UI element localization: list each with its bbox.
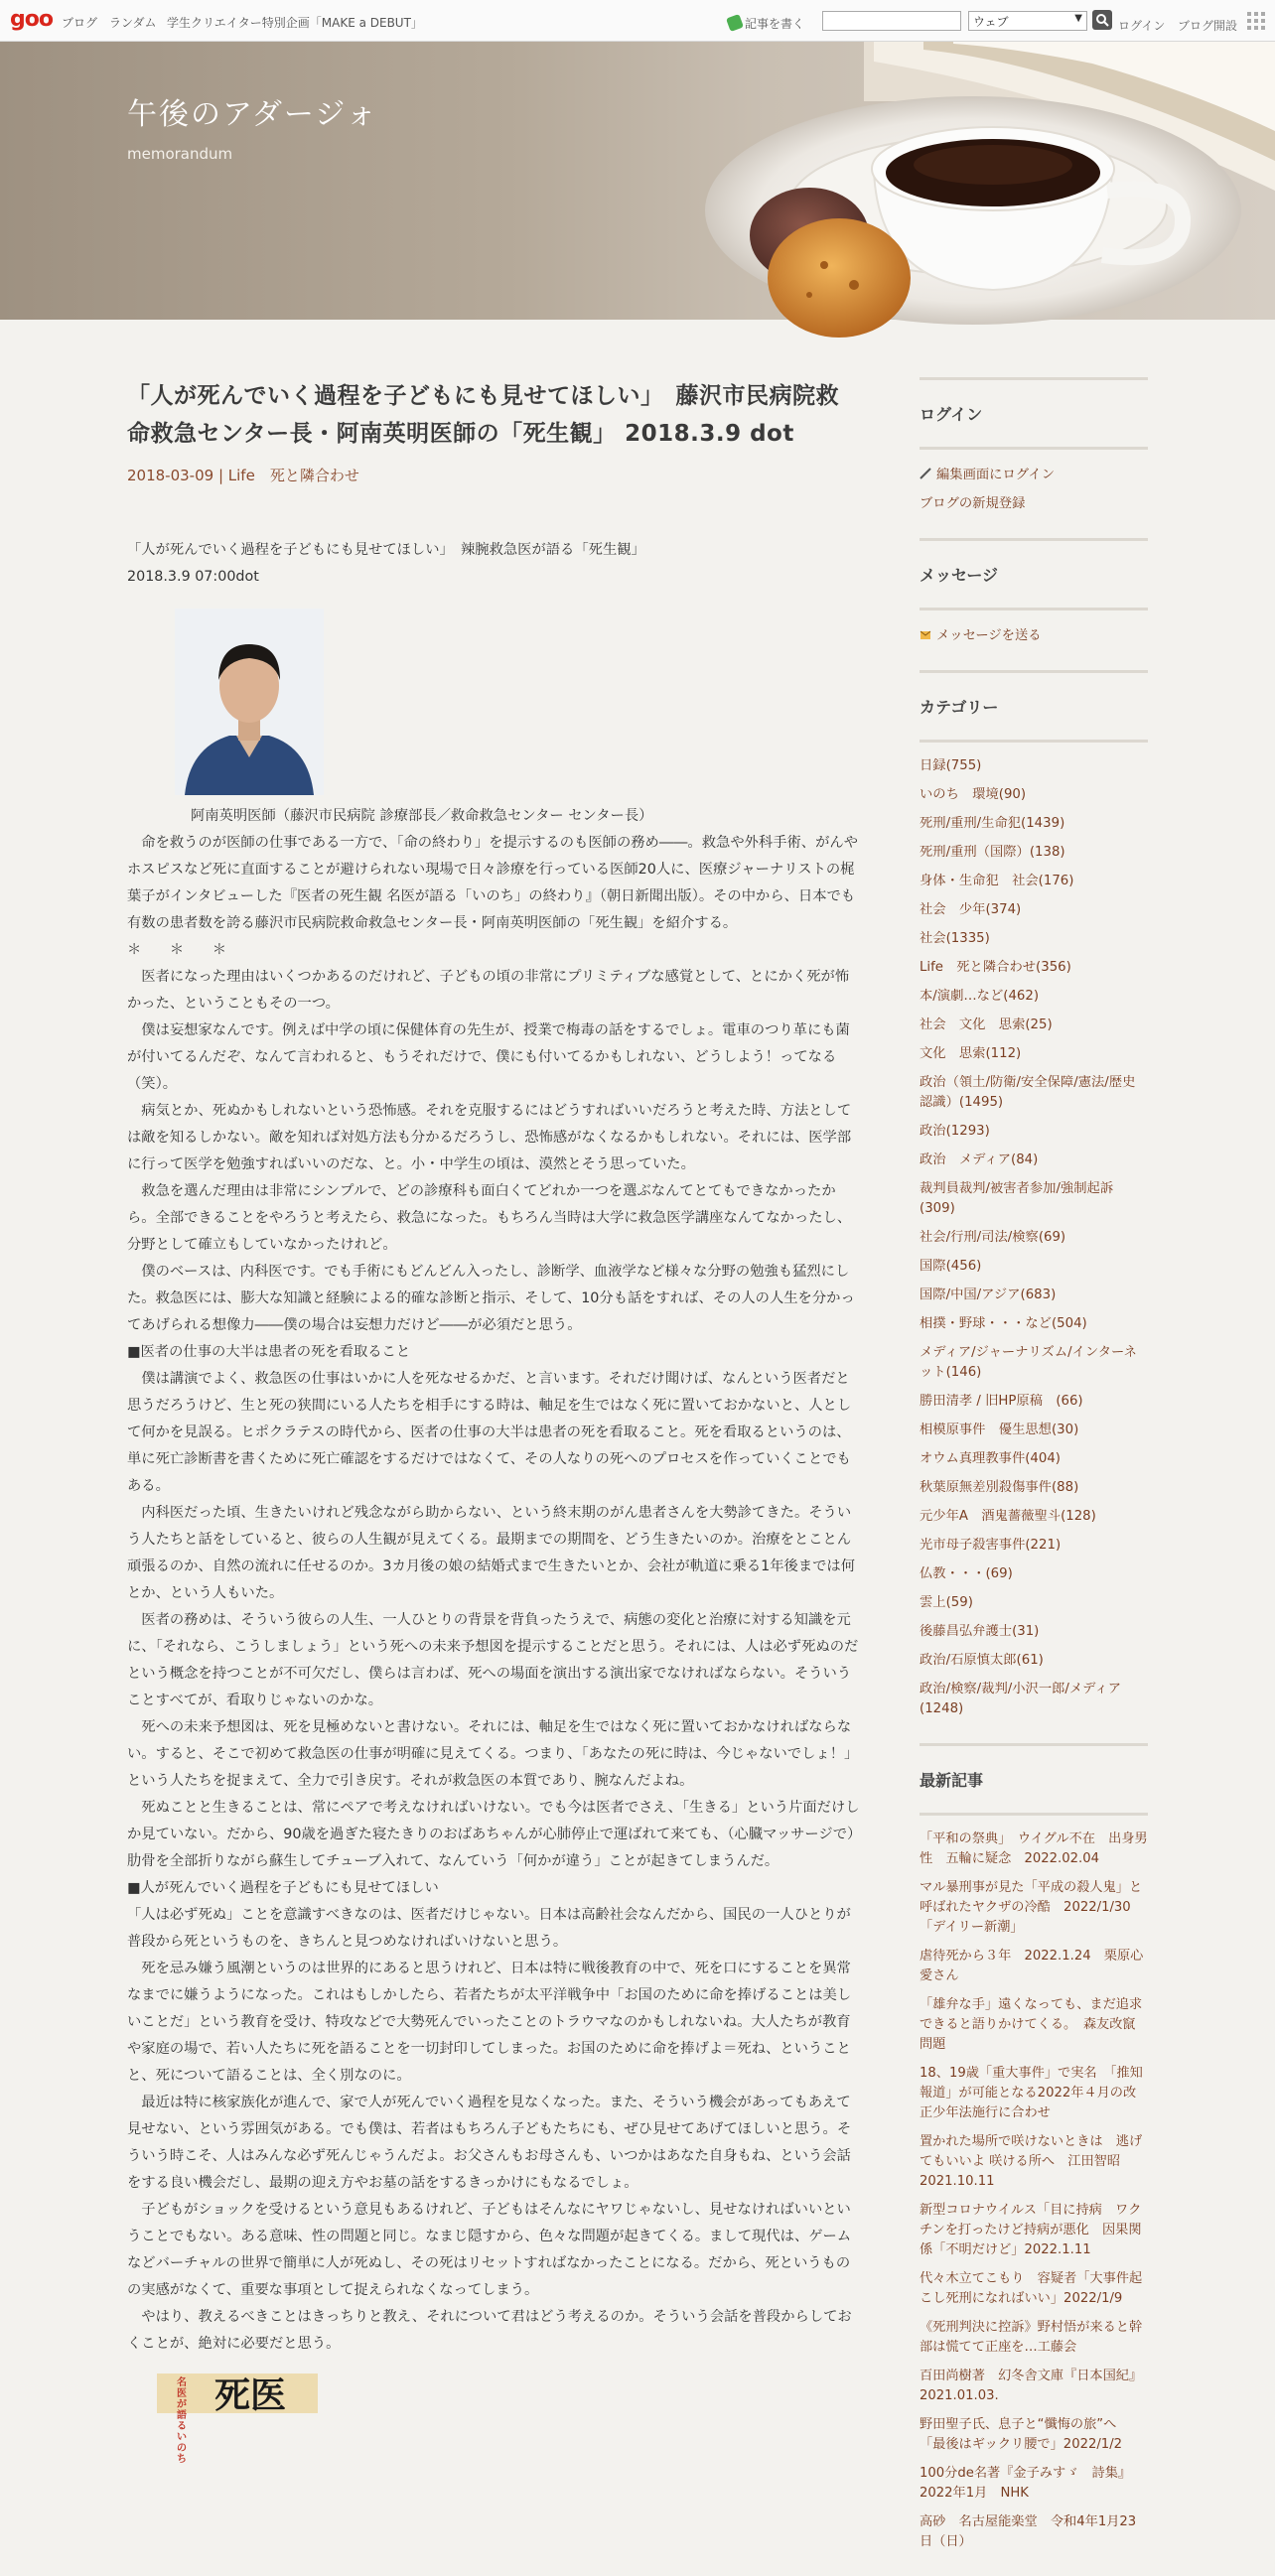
- blog-subtitle: memorandum: [127, 145, 233, 163]
- entry-paragraph: 「人は必ず死ぬ」ことを意識すべきなのは、医者だけじゃない。日本は高齢社会なんだから、国民の一人ひとりが普段から死というものを、きちんと見つめなければいけないと思う。: [127, 1907, 851, 1950]
- sidebar-category-section: [920, 670, 1148, 1719]
- sidebar-category-link[interactable]: 身体・生命犯 社会(176): [920, 874, 1074, 888]
- sidebar-recent-article-link[interactable]: 代々木立てこもり 容疑者「大事件起こし死刑になればいい」2022/1/9: [920, 2271, 1143, 2306]
- sidebar-edit-login-link[interactable]: [920, 466, 1148, 485]
- pencil-icon: [726, 14, 744, 32]
- sidebar-category-link[interactable]: 社会/行刑/司法/検察(69): [920, 1230, 1066, 1245]
- nav-blog-link[interactable]: ブログ: [62, 16, 98, 30]
- sidebar-category-link[interactable]: 国際(456): [920, 1259, 982, 1274]
- sidebar-new-blog-link[interactable]: ブログの新規登録: [920, 496, 1026, 511]
- entry-date: 2018-03-09: [127, 467, 214, 484]
- sidebar: [920, 377, 1148, 2576]
- entry-paragraph: 救急を選んだ理由は非常にシンプルで、どの診療科も面白くてどれか一つを選ぶなんてとてもできなかったから。全部できることをやろうと考えたら、救急になった。もちろん当時は大学に救急医学講座なんてなかったし、分野として確立もしていなかったけれど。: [127, 1183, 852, 1253]
- entry-section-heading: ■人が死んでいく過程を子どもにも見せてほしい: [127, 1880, 439, 1896]
- sidebar-category-link[interactable]: 後藤昌弘弁護士(31): [920, 1624, 1040, 1639]
- entry-paragraph: やはり、教えるべきことはきっちりと教え、それについて君はどう考えるのか。そういう会話を普段からしておくことが、絶対に必要だと思う。: [127, 2309, 852, 2352]
- sidebar-category-link[interactable]: 国際/中国/アジア(683): [920, 1288, 1057, 1302]
- sidebar-category-link[interactable]: 政治(1293): [920, 1124, 990, 1139]
- sidebar-login-section: [920, 377, 1148, 514]
- book-cover-image: [157, 2373, 318, 2465]
- sidebar-recent-article-link[interactable]: 「平和の祭典」 ウイグル不在 出身男性 五輪に疑念 2022.02.04: [920, 1831, 1148, 1866]
- search-scope-value: ウェブ: [973, 15, 1009, 29]
- entry-paragraph: 死を忌み嫌う風潮というのは世界的にあると思うけれど、日本は特に戦後教育の中で、死を口にすることを異常なまでに嫌うようになった。これはもしかしたら、若者たちが太平洋戦争中「お国のために命を捧げることは美しいことだ」という教育を受け、特攻などで大勢死んでいったことのトラウマなのかもしれないね。大人たちが教育や家庭の場で、若い人たちに死を語ることを一切封印してしまった。お国のために命を捧げよ＝死ね、ということと、死について語ることは、全く別なのに。: [127, 1961, 852, 2084]
- entry-paragraph: 病気とか、死ぬかもしれないという恐怖感。それを克服するにはどうすればいいだろうと考えた時、方法としては敵を知るしかない。敵を知れば対処方法も分かるだろうし、恐怖感がなくなるかもしれない。それには、医学部に行って医学を勉強すればいいのだな、と。小・中学生の頃は、漠然とそう思っていた。: [127, 1103, 852, 1172]
- sidebar-category-link[interactable]: 政治 メディア(84): [920, 1152, 1039, 1167]
- sidebar-recent-article-link[interactable]: マル暴刑事が見た「平成の殺人鬼」と呼ばれたヤクザの冷酷 2022/1/30「デイリー新潮」: [920, 1880, 1143, 1935]
- blog-title[interactable]: 午後のアダージォ: [127, 97, 378, 132]
- sidebar-category-link[interactable]: 仏教・・・(69): [920, 1566, 1013, 1581]
- sidebar-recent-article-link[interactable]: 野田聖子氏、息子と“懺悔の旅”へ 「最後はギックリ腰で」2022/1/2: [920, 2417, 1130, 2452]
- sidebar-recent-article-link[interactable]: 高砂 名古屋能楽堂 令和4年1月23日（日）: [920, 2514, 1137, 2549]
- photo-caption: 阿南英明医師（藤沢市民病院 診療部長／救命救急センター センター長）: [191, 808, 653, 824]
- coffee-cup-header-image: [0, 42, 1275, 320]
- sidebar-message-heading: メッセージ: [920, 538, 1148, 610]
- entry-paragraph: ＊ ＊ ＊: [127, 942, 227, 958]
- sidebar-category-link[interactable]: 元少年A 酒鬼薔薇聖斗(128): [920, 1509, 1096, 1524]
- sidebar-category-link[interactable]: 相撲・野球・・・など(504): [920, 1316, 1087, 1331]
- book-cover-side-text: 名医が語るいのち: [177, 2377, 187, 2465]
- sidebar-category-link[interactable]: 社会 文化 思索(25): [920, 1017, 1053, 1032]
- sidebar-recent-article-link[interactable]: 新型コロナウイルス「目に持病 ワクチンを打ったけど持病が悪化 因果関係「不明だけど」2022.1.11: [920, 2203, 1142, 2257]
- sidebar-recent-article-link[interactable]: 《死刑判決に控訴》野村悟が来ると幹部は慌てて正座を…工藤会: [920, 2320, 1143, 2355]
- entry-paragraph: 医者になった理由はいくつかあるのだけれど、子どもの頃の非常にプリミティブな感覚として、とにかく死が怖かった、ということもその一つ。: [127, 969, 850, 1012]
- entry-paragraph: 子どもがショックを受けるという意見もあるけれど、子どもはそんなにヤワじゃないし、見せなければいいということでもない。ある意味、性の問題と同じ。なまじ隠すから、色々な問題が起きてくる。まして現代は、ゲームなどバーチャルの世界で簡単に人が死ぬし、その死はリセットすればなかったことになる。だから、死というものの実感がなくて、重要な事項として捉えられなくなってしまう。: [127, 2202, 852, 2298]
- sidebar-category-link[interactable]: 文化 思索(112): [920, 1046, 1022, 1061]
- sidebar-category-link[interactable]: 光市母子殺害事件(221): [920, 1538, 1062, 1553]
- sidebar-recent-section: [920, 1743, 1148, 2552]
- sidebar-category-link[interactable]: 社会 少年(374): [920, 902, 1022, 917]
- entry-paragraph: 死ぬことと生きることは、常にペアで考えなければいけない。でも今は医者でさえ、「生きる」という片面だけしか見ていない。だから、90歳を過ぎた寝たきりのおばあちゃんが心肺停止で運ばれて来ても、（心臓マッサージで）肋骨を全部折りながら蘇生してチューブ入れて、なんていう「何かが違う」ことが起きてしまうんだ。: [127, 1800, 862, 1869]
- entry-column: [127, 377, 862, 2465]
- entry-paragraph: 僕のベースは、内科医です。でも手術にもどんどん入ったし、診断学、血液学など様々な分野の勉強も猛烈にした。救急医には、膨大な知識と経験による的確な診断と指示、そして、10分も話をすれば、その人の人生を分かってあげられる想像力――僕の場合は妄想力だけど――が必須だと思う。: [127, 1264, 855, 1333]
- entry-subhead: 「人が死んでいく過程を子どもにも見せてほしい」 辣腕救急医が語る「死生観」: [127, 542, 645, 558]
- sidebar-category-link[interactable]: オウム真理教事件(404): [920, 1451, 1061, 1466]
- entry-paragraph: 僕は妄想家なんです。例えば中学の頃に保健体育の先生が、授業で梅毒の話をするでしょ。電車のつり革にも菌が付いてるんだぞ、なんて言われると、もうそれだけで、僕にも付いてるかもしれない、どうしよう！ってなる（笑）。: [127, 1022, 850, 1092]
- nav-random-link[interactable]: ランダム: [109, 16, 157, 30]
- goo-logo[interactable]: goo: [10, 7, 53, 32]
- sidebar-category-link[interactable]: 秋葉原無差別殺傷事件(88): [920, 1480, 1079, 1495]
- sidebar-category-link[interactable]: 相模原事件 優生思想(30): [920, 1423, 1079, 1437]
- entry-title[interactable]: 「人が死んでいく過程を子どもにも見せてほしい」 藤沢市民病院救命救急センター長・阿南英明医師の「死生観」 2018.3.9 dot: [127, 383, 839, 447]
- sidebar-recent-article-link[interactable]: 18、19歳「重大事件」で実名 「推知報道」が可能となる2022年４月の改正少年法施行に合わせ: [920, 2066, 1143, 2120]
- sidebar-send-message-label: メッセージを送る: [936, 628, 1042, 643]
- goo-topbar: [0, 0, 1275, 42]
- sidebar-send-message-link[interactable]: [920, 626, 1148, 646]
- blog-open-link[interactable]: ブログ開設: [1178, 19, 1238, 33]
- entry-subhead-date: 2018.3.9 07:00dot: [127, 569, 259, 585]
- sidebar-category-link[interactable]: 死刑/重刑（国際）(138): [920, 845, 1065, 860]
- sidebar-recent-heading: 最新記事: [920, 1743, 1148, 1816]
- nav-make-a-debut-link[interactable]: 学生クリエイター特別企画「MAKE a DEBUT」: [167, 16, 423, 30]
- pencil-icon: [920, 467, 931, 478]
- write-article-label: 記事を書く: [745, 17, 805, 31]
- sidebar-recent-article-link[interactable]: 100分de名著『金子みすゞ 詩集』2022年1月 NHK: [920, 2466, 1132, 2501]
- search-scope-select[interactable]: [968, 11, 1087, 31]
- entry-paragraph: 死への未来予想図は、死を見極めないと書けない。それには、軸足を生ではなく死に置いておかなければならない。すると、そこで初めて救急医の仕事が明確に見えてくる。つまり、「あなたの死に時は、今じゃないでしょ！」という人たちを捉まえて、全力で引き戻す。それが救急医の本質であり、腕なんだよね。: [127, 1719, 859, 1789]
- sidebar-category-link[interactable]: 裁判員裁判/被害者参加/強制起訴(309): [920, 1181, 1114, 1216]
- sidebar-category-link[interactable]: Life 死と隣合わせ(356): [920, 960, 1071, 975]
- category-list: [920, 756, 1148, 1719]
- blog-header: [0, 42, 1275, 320]
- sidebar-category-link[interactable]: 日録(755): [920, 758, 982, 773]
- grid-menu-icon[interactable]: [1247, 12, 1265, 30]
- chevron-down-icon: ▼: [1074, 13, 1082, 24]
- entry-paragraph: 医者の務めは、そういう彼らの人生、一人ひとりの背景を背負ったうえで、病態の変化と治療に対する知識を元に、「それなら、こうしましょう」という死への未来予想図を提示することだと思う。それには、人は必ず死ぬのだという概念を持つことが不可欠だし、僕らは言わば、死への場面を演出する演出家でなければならない。そういうことすべてが、看取りじゃないのかな。: [127, 1612, 859, 1708]
- search-button[interactable]: [1092, 10, 1112, 30]
- sidebar-category-link[interactable]: いのち 環境(90): [920, 787, 1027, 802]
- sidebar-edit-login-label: 編集画面にログイン: [936, 468, 1056, 482]
- entry-body: [127, 537, 862, 2465]
- sidebar-message-section: [920, 538, 1148, 646]
- entry-paragraph: 内科医だった頃、生きたいけれど残念ながら助からない、という終末期のがん患者さんを大勢診てきた。そういう人たちと話をしていると、彼らの人生観が見えてくる。最期までの期間を、どう生きたいのか。治療をとことん頑張るのか、自然の流れに任せるのか。3カ月後の娘の結婚式まで生きたいとか、会社が軌道に乗る1年後までは何とか、という人もいた。: [127, 1505, 856, 1601]
- entry-meta: [127, 465, 862, 485]
- sidebar-login-heading: ログイン: [920, 377, 1148, 450]
- sidebar-category-link[interactable]: 社会(1335): [920, 931, 990, 946]
- entry-paragraph: 命を救うのが医師の仕事である一方で、「命の終わり」を提示するのも医師の務め――。救急や外科手術、がんやホスピスなど死に直面することが避けられない現場で日々診療を行っている医師20人に、医療ジャーナリストの梶葉子がインタビューした『医者の死生観 名医が語る「いのち」の終わり』（朝日新聞出版）。その中から、日本でも有数の患者数を誇る藤沢市民病院救命救急センター長・阿南英明医師の「死生観」を紹介する。: [127, 835, 858, 931]
- sidebar-category-link[interactable]: 雲上(59): [920, 1595, 973, 1610]
- write-article-link[interactable]: [728, 15, 804, 32]
- sidebar-category-link[interactable]: 本/演劇…など(462): [920, 989, 1040, 1004]
- recent-article-list: [920, 1830, 1148, 2552]
- search-input[interactable]: [822, 11, 961, 31]
- entry-paragraph: 最近は特に核家族化が進んで、家で人が死んでいく過程を見なくなった。また、そういう機会があってもあえて見せない、という雰囲気がある。でも僕は、若者はもちろん子どもたちにも、ぜひ見せてあげてほしいと思う。そういう時こそ、人はみんな必ず死んじゃうんだよ。お父さんもお母さんも、いつかはあなた自身もね、という会話をする良い機会だし、最期の迎え方やお墓の話をするきっかけにもなるでしょ。: [127, 2095, 852, 2191]
- sidebar-category-link[interactable]: メディア/ジャーナリズム/インターネット(146): [920, 1345, 1137, 1380]
- sidebar-category-link[interactable]: 政治/石原慎太郎(61): [920, 1653, 1044, 1668]
- sidebar-recent-article-link[interactable]: 置かれた場所で咲けないときは 逃げてもいいよ 咲ける所へ 江田智昭 2021.10.11: [920, 2134, 1143, 2189]
- entry-section-heading: ■医者の仕事の大半は患者の死を看取ること: [127, 1344, 411, 1360]
- sidebar-recent-article-link[interactable]: 「雄弁な手」遠くなっても、まだ追求できると語りかけてくる。 森友改竄問題: [920, 1997, 1143, 2052]
- sidebar-recent-article-link[interactable]: 百田尚樹著 幻冬舎文庫『日本国紀』2021.01.03.: [920, 2369, 1143, 2403]
- search-icon: [1095, 13, 1109, 27]
- entry-category-link[interactable]: Life 死と隣合わせ: [227, 467, 359, 484]
- meta-separator: |: [213, 467, 228, 484]
- entry-paragraph: 僕は講演でよく、救急医の仕事はいかに人を死なせるかだ、と言います。それだけ聞けば、なんという医者だと思うだろうけど、生と死の狭間にいる人たちを相手にする時は、軸足を生ではなく死に置いておかないと、人として何かを見誤る。ヒポクラテスの時代から、医者の仕事の大半は患者の死を看取ること。死を看取るというのは、単に死亡診断書を書くために死亡確認をするだけではなくて、その人なりの死へのプロセスを作っていくことでもある。: [127, 1371, 852, 1494]
- sidebar-category-heading: カテゴリー: [920, 670, 1148, 743]
- sidebar-recent-article-link[interactable]: 虐待死から３年 2022.1.24 栗原心愛さん: [920, 1949, 1144, 1983]
- envelope-icon: [920, 627, 931, 639]
- sidebar-category-link[interactable]: 政治/検察/裁判/小沢一郎/メディア(1248): [920, 1682, 1122, 1716]
- doctor-photo: [175, 609, 324, 795]
- sidebar-category-link[interactable]: 勝田清孝 / 旧HP原稿 (66): [920, 1394, 1083, 1409]
- book-cover-title: 死医: [214, 2374, 287, 2416]
- sidebar-category-link[interactable]: 政治（領土/防衛/安全保障/憲法/歴史認識）(1495): [920, 1075, 1136, 1110]
- login-link[interactable]: ログイン: [1118, 19, 1166, 33]
- sidebar-category-link[interactable]: 死刑/重刑/生命犯(1439): [920, 816, 1065, 831]
